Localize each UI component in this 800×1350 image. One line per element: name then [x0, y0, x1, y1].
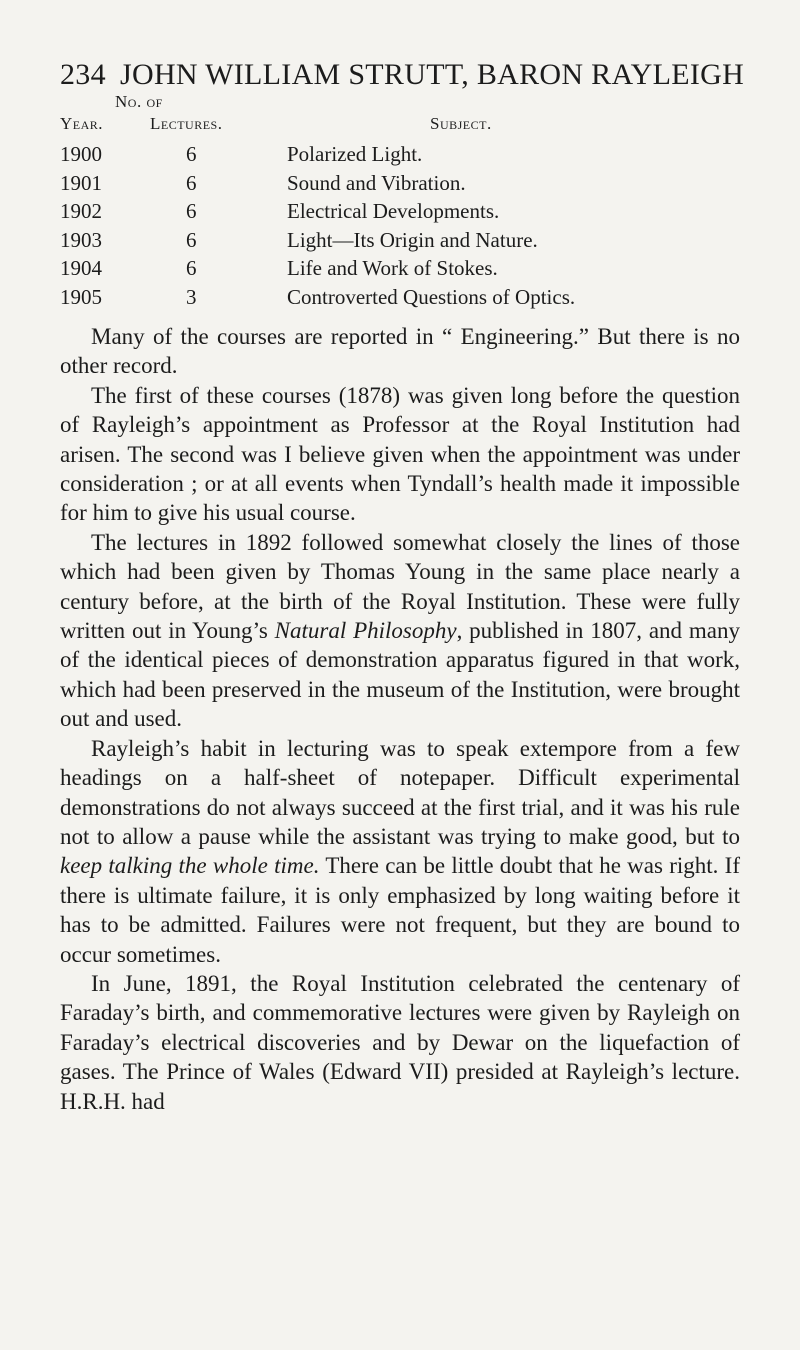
table-row: [60, 171, 680, 200]
table-row: [60, 199, 680, 228]
lectures-table-header: [60, 92, 620, 136]
row-year: 1905: [60, 284, 102, 309]
table-row: [60, 256, 680, 285]
paragraph: [60, 734, 740, 969]
italic-emphasis: keep talking the whole time.: [60, 853, 320, 879]
row-lecture-count: 6: [186, 199, 197, 224]
header-lectures: Lectures.: [150, 114, 223, 133]
table-row: [60, 228, 680, 257]
row-year: 1904: [60, 256, 102, 281]
paragraph-text: Rayleigh’s habit in lecturing was to speak extempore from a few headings on a half-sheet of notepaper. Difficult experimental demonstrations do not always succeed at the first trial, and it was his rule not to allow a pause while the assistant was trying to make good, but to: [60, 735, 740, 849]
row-year: 1900: [60, 142, 102, 166]
row-lecture-count: 6: [186, 170, 197, 195]
row-year: 1902: [60, 199, 102, 224]
paragraph-text: There can be little doubt that he was right. If there is ultimate failure, it is only emphasized by long waiting before it has to be admitted. Failures were not frequent, but they are bound to occur sometimes.: [60, 853, 740, 967]
paragraph: Many of the courses are reported in “ Engineering.” But there is no other record.: [60, 324, 740, 379]
row-lecture-count: 6: [186, 227, 197, 252]
row-subject: Light—Its Origin and Nature.: [287, 227, 538, 252]
row-lecture-count: 3: [186, 284, 197, 309]
running-title: JOHN WILLIAM STRUTT, BARON RAYLEIGH: [120, 58, 745, 91]
row-subject: Electrical Developments.: [287, 199, 500, 224]
body-text: [60, 322, 740, 1116]
header-no-of: No. of: [115, 92, 163, 111]
row-year: 1903: [60, 227, 102, 252]
paragraph: In June, 1891, the Royal Institution celebrated the centenary of Faraday’s birth, and commemorative lectures were given by Rayleigh on Faraday’s electrical discoveries and by Dewar on the liquefaction of gases. The Prince of Wales (Edward VII) presided at Rayleigh’s lecture. H.R.H. had: [60, 970, 740, 1114]
paragraph-text: The lectures in 1892 followed somewhat closely the lines of those which had been given by Thomas Young in the same place nearly a century before, at the birth of the Royal Institution. These were fully written out in Young’s: [60, 529, 740, 644]
row-subject: Polarized Light.: [287, 142, 423, 166]
page-number: 234: [60, 58, 106, 91]
table-row: [60, 142, 680, 171]
row-year: 1901: [60, 170, 102, 195]
running-header: [60, 58, 750, 92]
table-row: [60, 285, 680, 314]
row-lecture-count: 6: [186, 256, 197, 281]
row-subject: Sound and Vibration.: [287, 170, 466, 195]
row-subject: Controverted Questions of Optics.: [287, 284, 576, 309]
paragraph-text: , published in 1807, and many of the identical pieces of demonstration apparatus figured in that work, which had been preserved in the museum of the Institution, were brought out and used.: [60, 618, 740, 732]
row-subject: Life and Work of Stokes.: [287, 256, 498, 281]
row-lecture-count: 6: [186, 142, 197, 166]
header-year: Year.: [60, 114, 104, 133]
italic-book-title: Natural Philosophy: [274, 618, 457, 644]
lectures-table: [60, 142, 680, 314]
paragraph: [60, 528, 740, 734]
header-subject: Subject.: [430, 114, 492, 133]
paragraph: The first of these courses (1878) was given long before the question of Rayleigh’s appointment as Professor at the Royal Institution had arisen. The second was I believe given when the appointment was under consideration ; or at all events when Tyndall’s health made it impossible for him to give his usual course.: [60, 382, 740, 526]
